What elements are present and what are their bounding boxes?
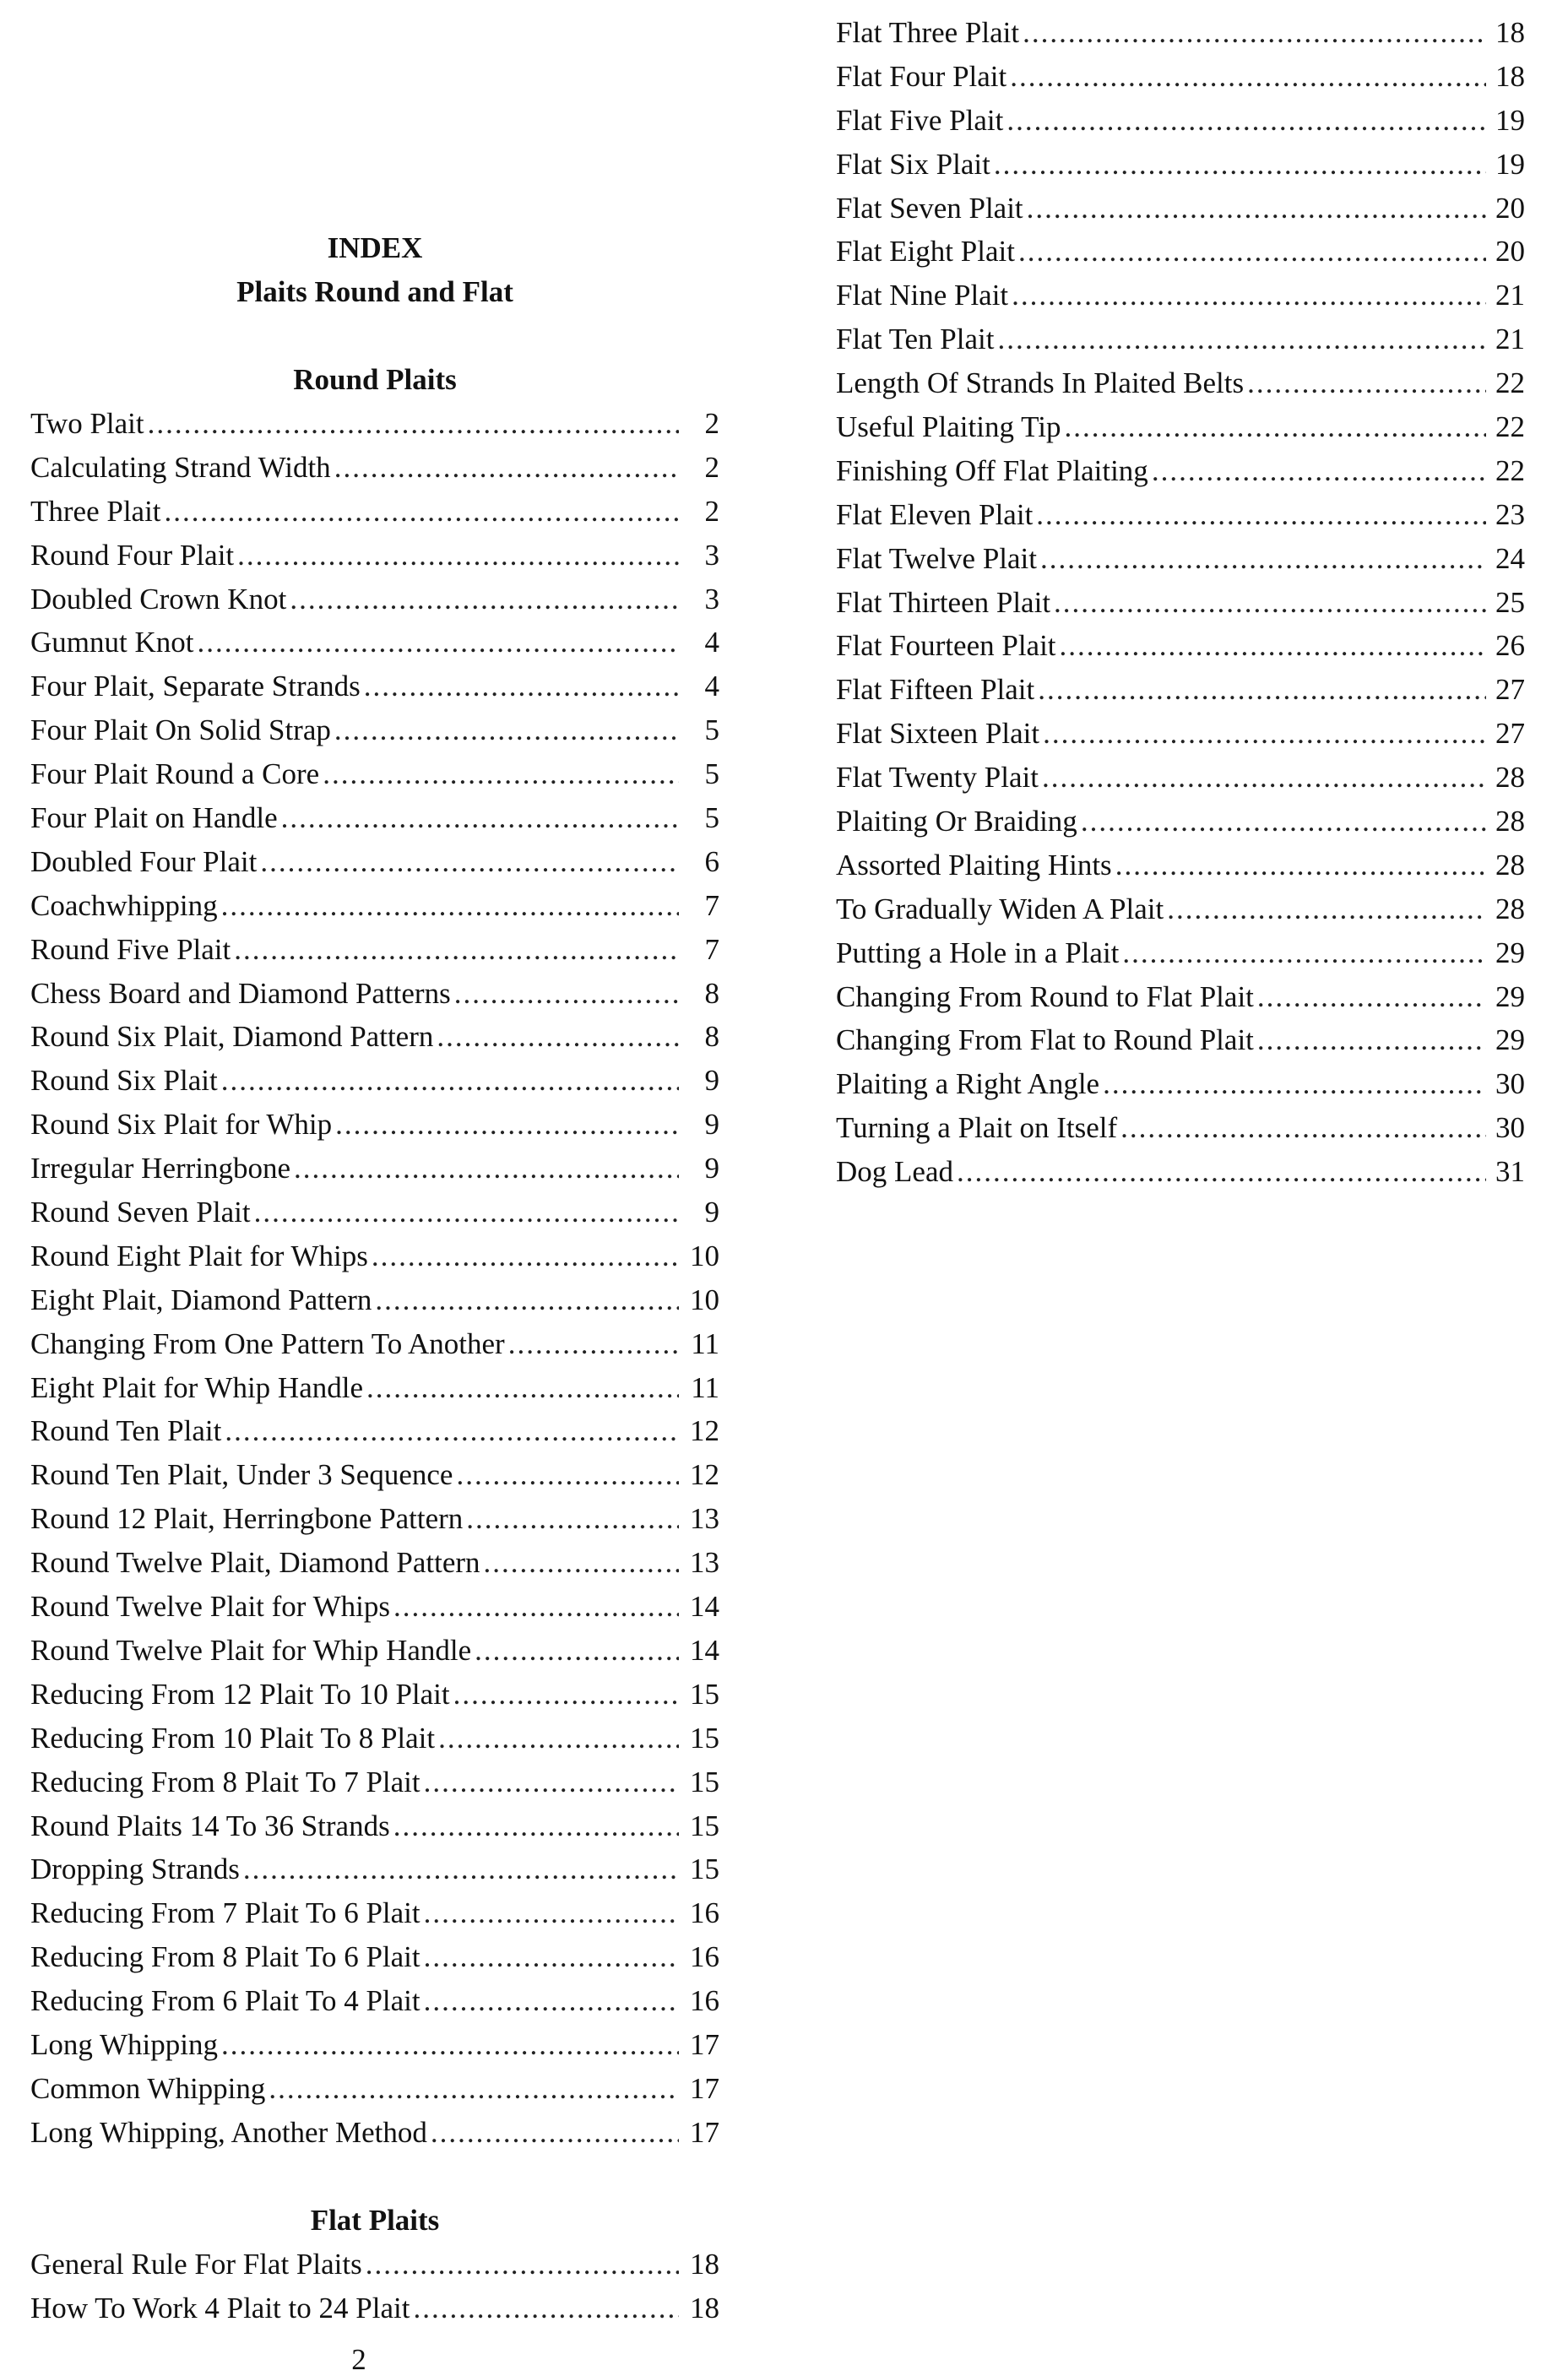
dot-leader bbox=[366, 2243, 679, 2286]
dot-leader bbox=[1115, 844, 1486, 887]
entry-page-number: 4 bbox=[704, 626, 719, 659]
index-entry bbox=[30, 1760, 719, 1804]
index-entry bbox=[836, 1062, 1525, 1106]
entry-title: Dropping Strands bbox=[30, 1853, 240, 1886]
entry-title: Common Whipping bbox=[30, 2071, 266, 2105]
flat-plaits-continued-list bbox=[836, 11, 1525, 1194]
entry-title: Calculating Strand Width bbox=[30, 450, 331, 484]
index-entry bbox=[30, 1059, 719, 1103]
index-title: INDEX bbox=[327, 231, 423, 264]
entry-page-number: 29 bbox=[1495, 979, 1525, 1013]
entry-title: Four Plait, Separate Strands bbox=[30, 670, 361, 703]
entry-page-number: 3 bbox=[704, 582, 719, 616]
index-entry bbox=[30, 1804, 719, 1848]
index-entry bbox=[836, 887, 1525, 931]
dot-leader bbox=[269, 2067, 679, 2111]
entry-title: Long Whipping bbox=[30, 2027, 218, 2061]
entry-title: Irregular Herringbone bbox=[30, 1152, 291, 1185]
entry-page-number: 2 bbox=[704, 407, 719, 440]
entry-page-number: 27 bbox=[1495, 673, 1525, 707]
entry-title: Flat Fourteen Plait bbox=[836, 629, 1056, 663]
entry-page-number: 5 bbox=[704, 801, 719, 835]
entry-page-number: 18 bbox=[1495, 16, 1525, 49]
index-entry bbox=[30, 1322, 719, 1366]
dot-leader bbox=[254, 1191, 679, 1234]
index-entry bbox=[30, 796, 719, 840]
entry-page-number: 2 bbox=[704, 450, 719, 484]
entry-title: Flat Six Plait bbox=[836, 147, 990, 181]
dot-leader bbox=[148, 402, 679, 446]
entry-page-number: 4 bbox=[704, 670, 719, 703]
entry-title: Round 12 Plait, Herringbone Pattern bbox=[30, 1502, 464, 1536]
entry-title: Putting a Hole in a Plait bbox=[836, 936, 1120, 969]
index-entry bbox=[30, 1147, 719, 1191]
dot-leader bbox=[221, 1059, 679, 1103]
entry-page-number: 21 bbox=[1495, 279, 1525, 312]
entry-page-number: 17 bbox=[690, 2115, 719, 2149]
entry-page-number: 11 bbox=[691, 1370, 719, 1404]
index-entry bbox=[836, 844, 1525, 887]
entry-title: Long Whipping, Another Method bbox=[30, 2115, 427, 2149]
index-entry bbox=[836, 187, 1525, 231]
entry-page-number: 12 bbox=[690, 1458, 719, 1492]
dot-leader bbox=[234, 928, 679, 972]
entry-page-number: 22 bbox=[1495, 453, 1525, 487]
entry-page-number: 17 bbox=[690, 2027, 719, 2061]
entry-title: Flat Fifteen Plait bbox=[836, 673, 1035, 707]
dot-leader bbox=[484, 1541, 679, 1585]
entry-title: Round Four Plait bbox=[30, 538, 235, 572]
index-entry bbox=[30, 1497, 719, 1541]
entry-page-number: 5 bbox=[704, 713, 719, 747]
index-entry bbox=[30, 490, 719, 534]
index-entry bbox=[836, 1150, 1525, 1194]
entry-title: Flat Three Plait bbox=[836, 16, 1020, 49]
entry-title: Eight Plait for Whip Handle bbox=[30, 1370, 364, 1404]
entry-page-number: 18 bbox=[690, 2247, 719, 2281]
entry-page-number: 13 bbox=[690, 1546, 719, 1580]
index-entry bbox=[836, 99, 1525, 143]
dot-leader bbox=[413, 2286, 679, 2330]
entry-title: Reducing From 12 Plait To 10 Plait bbox=[30, 1677, 450, 1711]
dot-leader bbox=[957, 1150, 1486, 1194]
entry-page-number: 9 bbox=[704, 1152, 719, 1185]
index-entry bbox=[836, 361, 1525, 405]
entry-page-number: 2 bbox=[704, 494, 719, 528]
index-entry bbox=[836, 493, 1525, 537]
index-entry bbox=[30, 1278, 719, 1322]
index-entry bbox=[836, 931, 1525, 975]
entry-page-number: 28 bbox=[1495, 761, 1525, 795]
entry-page-number: 20 bbox=[1495, 235, 1525, 269]
index-entry bbox=[30, 884, 719, 928]
entry-page-number: 14 bbox=[690, 1633, 719, 1667]
entry-page-number: 9 bbox=[704, 1064, 719, 1098]
entry-page-number: 15 bbox=[690, 1853, 719, 1886]
entry-page-number: 3 bbox=[704, 538, 719, 572]
entry-page-number: 31 bbox=[1495, 1155, 1525, 1189]
index-entry bbox=[836, 1018, 1525, 1062]
entry-page-number: 26 bbox=[1495, 629, 1525, 663]
entry-title: Useful Plaiting Tip bbox=[836, 410, 1061, 444]
entry-title: Flat Nine Plait bbox=[836, 279, 1009, 312]
dot-leader bbox=[1060, 624, 1486, 668]
entry-page-number: 15 bbox=[690, 1809, 719, 1842]
entry-title: Plaiting a Right Angle bbox=[836, 1067, 1100, 1101]
entry-title: Round Twelve Plait for Whip Handle bbox=[30, 1633, 472, 1667]
entry-page-number: 28 bbox=[1495, 892, 1525, 925]
section-gap bbox=[30, 314, 719, 358]
entry-page-number: 22 bbox=[1495, 410, 1525, 444]
entry-title: Flat Eight Plait bbox=[836, 235, 1015, 269]
entry-title: Round Ten Plait bbox=[30, 1414, 222, 1448]
entry-page-number: 7 bbox=[704, 888, 719, 922]
entry-title: Coachwhipping bbox=[30, 888, 218, 922]
index-entry bbox=[30, 1191, 719, 1234]
flat-plaits-list bbox=[30, 2243, 719, 2330]
entry-page-number: 10 bbox=[690, 1239, 719, 1272]
entry-title: Round Eight Plait for Whips bbox=[30, 1239, 368, 1272]
entry-title: Finishing Off Flat Plaiting bbox=[836, 453, 1148, 487]
entry-title: Chess Board and Diamond Patterns bbox=[30, 976, 451, 1010]
entry-page-number: 18 bbox=[1495, 59, 1525, 93]
dot-leader bbox=[334, 446, 679, 490]
entry-title: Round Six Plait for Whip bbox=[30, 1108, 333, 1142]
entry-title: Flat Twelve Plait bbox=[836, 541, 1037, 575]
entry-title: Flat Ten Plait bbox=[836, 323, 995, 356]
entry-page-number: 29 bbox=[1495, 1023, 1525, 1057]
index-entry bbox=[836, 756, 1525, 800]
dot-leader bbox=[454, 972, 679, 1016]
entry-page-number: 15 bbox=[690, 1677, 719, 1711]
entry-page-number: 10 bbox=[690, 1283, 719, 1316]
entry-title: Flat Five Plait bbox=[836, 103, 1004, 137]
dot-leader bbox=[197, 621, 679, 665]
dot-leader bbox=[375, 1278, 679, 1322]
entry-title: Changing From Flat to Round Plait bbox=[836, 1023, 1254, 1057]
entry-title: General Rule For Flat Plaits bbox=[30, 2247, 362, 2281]
dot-leader bbox=[424, 1935, 679, 1979]
page-number: 2 bbox=[351, 2343, 366, 2376]
entry-title: Assorted Plaiting Hints bbox=[836, 848, 1112, 882]
left-column bbox=[30, 226, 719, 2330]
entry-page-number: 11 bbox=[691, 1326, 719, 1360]
dot-leader bbox=[1081, 800, 1486, 844]
entry-title: Changing From One Pattern To Another bbox=[30, 1326, 505, 1360]
dot-leader bbox=[323, 752, 679, 796]
dot-leader bbox=[437, 1015, 679, 1059]
right-column bbox=[836, 11, 1525, 1194]
entry-title: Reducing From 6 Plait To 4 Plait bbox=[30, 1984, 420, 2018]
entry-page-number: 20 bbox=[1495, 191, 1525, 225]
dot-leader bbox=[1122, 931, 1486, 975]
entry-page-number: 12 bbox=[690, 1414, 719, 1448]
index-entry bbox=[30, 578, 719, 621]
dot-leader bbox=[221, 2023, 679, 2067]
index-entry bbox=[30, 1366, 719, 1410]
dot-leader bbox=[424, 1760, 679, 1804]
dot-leader bbox=[1152, 449, 1486, 493]
entry-title: Four Plait Round a Core bbox=[30, 757, 320, 791]
index-entry bbox=[836, 712, 1525, 756]
entry-title: Reducing From 8 Plait To 6 Plait bbox=[30, 1940, 420, 1974]
entry-title: Flat Twenty Plait bbox=[836, 761, 1039, 795]
index-entry bbox=[30, 2111, 719, 2155]
entry-page-number: 23 bbox=[1495, 497, 1525, 531]
flat-plaits-heading: Flat Plaits bbox=[310, 2203, 440, 2237]
dot-leader bbox=[243, 1847, 679, 1891]
dot-leader bbox=[1054, 581, 1486, 625]
entry-page-number: 21 bbox=[1495, 323, 1525, 356]
entry-title: Gumnut Knot bbox=[30, 626, 194, 659]
dot-leader bbox=[456, 1453, 679, 1497]
index-entry bbox=[30, 1673, 719, 1717]
index-entry bbox=[30, 1891, 719, 1935]
index-entry bbox=[30, 708, 719, 752]
dot-leader bbox=[393, 1804, 679, 1848]
entry-title: Round Five Plait bbox=[30, 932, 231, 966]
index-entry bbox=[30, 840, 719, 884]
dot-leader bbox=[1018, 230, 1486, 274]
index-entry bbox=[836, 11, 1525, 55]
index-entry bbox=[30, 1935, 719, 1979]
index-entry bbox=[30, 1585, 719, 1629]
entry-title: Flat Thirteen Plait bbox=[836, 585, 1051, 619]
entry-title: Three Plait bbox=[30, 494, 161, 528]
entry-page-number: 9 bbox=[704, 1196, 719, 1229]
entry-page-number: 30 bbox=[1495, 1111, 1525, 1145]
entry-page-number: 29 bbox=[1495, 936, 1525, 969]
entry-title: Reducing From 7 Plait To 6 Plait bbox=[30, 1896, 420, 1930]
index-entry bbox=[30, 2286, 719, 2330]
entry-title: Round Six Plait, Diamond Pattern bbox=[30, 1020, 434, 1054]
entry-page-number: 24 bbox=[1495, 541, 1525, 575]
dot-leader bbox=[281, 796, 679, 840]
entry-title: Doubled Crown Knot bbox=[30, 582, 287, 616]
index-entry bbox=[836, 317, 1525, 361]
dot-leader bbox=[508, 1322, 679, 1366]
index-entry bbox=[836, 143, 1525, 187]
entry-title: To Gradually Widen A Plait bbox=[836, 892, 1164, 925]
dot-leader bbox=[1040, 537, 1486, 581]
entry-page-number: 13 bbox=[690, 1502, 719, 1536]
dot-leader bbox=[366, 1366, 679, 1410]
index-entry bbox=[30, 1409, 719, 1453]
entry-title: Eight Plait, Diamond Pattern bbox=[30, 1283, 372, 1316]
entry-page-number: 14 bbox=[690, 1590, 719, 1624]
index-entry bbox=[30, 621, 719, 665]
dot-leader bbox=[237, 534, 679, 578]
dot-leader bbox=[1042, 756, 1486, 800]
index-entry bbox=[30, 2023, 719, 2067]
index-entry bbox=[836, 1106, 1525, 1150]
entry-page-number: 18 bbox=[690, 2291, 719, 2324]
entry-page-number: 15 bbox=[690, 1721, 719, 1755]
dot-leader bbox=[1064, 405, 1486, 449]
entry-page-number: 19 bbox=[1495, 147, 1525, 181]
dot-leader bbox=[393, 1585, 679, 1629]
index-entry bbox=[30, 1015, 719, 1059]
entry-page-number: 22 bbox=[1495, 366, 1525, 400]
index-entry bbox=[836, 581, 1525, 625]
dot-leader bbox=[475, 1629, 679, 1673]
entry-page-number: 28 bbox=[1495, 805, 1525, 838]
entry-page-number: 19 bbox=[1495, 103, 1525, 137]
index-entry bbox=[30, 446, 719, 490]
dot-leader bbox=[165, 490, 679, 534]
index-entry bbox=[836, 624, 1525, 668]
index-entry bbox=[836, 230, 1525, 274]
entry-page-number: 8 bbox=[704, 976, 719, 1010]
dot-leader bbox=[1103, 1062, 1486, 1106]
dot-leader bbox=[1167, 887, 1486, 931]
dot-leader bbox=[466, 1497, 679, 1541]
index-entry bbox=[836, 537, 1525, 581]
dot-leader bbox=[1012, 274, 1486, 317]
entry-title: Four Plait On Solid Strap bbox=[30, 713, 331, 747]
dot-leader bbox=[424, 1891, 679, 1935]
index-entry bbox=[30, 1629, 719, 1673]
entry-title: Reducing From 10 Plait To 8 Plait bbox=[30, 1721, 436, 1755]
dot-leader bbox=[453, 1673, 679, 1717]
dot-leader bbox=[1043, 712, 1486, 756]
index-entry bbox=[30, 752, 719, 796]
entry-title: Four Plait on Handle bbox=[30, 801, 278, 835]
entry-page-number: 9 bbox=[704, 1108, 719, 1142]
index-entry bbox=[30, 928, 719, 972]
entry-page-number: 5 bbox=[704, 757, 719, 791]
index-entry bbox=[836, 668, 1525, 712]
dot-leader bbox=[260, 840, 679, 884]
dot-leader bbox=[1038, 668, 1486, 712]
entry-page-number: 30 bbox=[1495, 1067, 1525, 1101]
entry-page-number: 28 bbox=[1495, 848, 1525, 882]
entry-page-number: 16 bbox=[690, 1896, 719, 1930]
dot-leader bbox=[335, 1103, 679, 1147]
dot-leader bbox=[290, 578, 679, 621]
entry-title: Plaiting Or Braiding bbox=[836, 805, 1077, 838]
entry-title: Turning a Plait on Itself bbox=[836, 1111, 1118, 1145]
entry-title: Round Six Plait bbox=[30, 1064, 218, 1098]
index-entry bbox=[30, 1103, 719, 1147]
dot-leader bbox=[1120, 1106, 1486, 1150]
dot-leader bbox=[1010, 55, 1486, 99]
dot-leader bbox=[221, 884, 679, 928]
entry-title: Round Twelve Plait, Diamond Pattern bbox=[30, 1546, 480, 1580]
entry-title: Two Plait bbox=[30, 407, 144, 440]
entry-page-number: 6 bbox=[704, 844, 719, 878]
index-entry bbox=[30, 1847, 719, 1891]
dot-leader bbox=[372, 1234, 679, 1278]
entry-page-number: 16 bbox=[690, 1940, 719, 1974]
dot-leader bbox=[1027, 187, 1486, 231]
entry-title: Reducing From 8 Plait To 7 Plait bbox=[30, 1765, 420, 1798]
index-entry bbox=[30, 2067, 719, 2111]
index-entry bbox=[30, 402, 719, 446]
index-entry bbox=[30, 2243, 719, 2286]
dot-leader bbox=[364, 665, 679, 708]
entry-page-number: 8 bbox=[704, 1020, 719, 1054]
index-entry bbox=[836, 55, 1525, 99]
entry-page-number: 7 bbox=[704, 932, 719, 966]
entry-page-number: 17 bbox=[690, 2071, 719, 2105]
index-entry bbox=[836, 800, 1525, 844]
entry-title: Length Of Strands In Plaited Belts bbox=[836, 366, 1245, 400]
dot-leader bbox=[1023, 11, 1486, 55]
entry-title: Flat Sixteen Plait bbox=[836, 717, 1040, 751]
dot-leader bbox=[225, 1409, 679, 1453]
entry-title: Round Ten Plait, Under 3 Sequence bbox=[30, 1458, 453, 1492]
dot-leader bbox=[294, 1147, 679, 1191]
section-gap bbox=[30, 2155, 719, 2199]
dot-leader bbox=[424, 1979, 679, 2023]
entry-title: Dog Lead bbox=[836, 1155, 953, 1189]
entry-title: Round Seven Plait bbox=[30, 1196, 251, 1229]
entry-page-number: 15 bbox=[690, 1765, 719, 1798]
index-entry bbox=[836, 274, 1525, 317]
entry-title: Flat Eleven Plait bbox=[836, 497, 1034, 531]
entry-title: Flat Seven Plait bbox=[836, 191, 1023, 225]
entry-page-number: 16 bbox=[690, 1984, 719, 2018]
round-plaits-list bbox=[30, 402, 719, 2155]
dot-leader bbox=[1006, 99, 1486, 143]
index-entry bbox=[30, 1541, 719, 1585]
entry-title: Doubled Four Plait bbox=[30, 844, 258, 878]
entry-title: How To Work 4 Plait to 24 Plait bbox=[30, 2291, 410, 2324]
index-entry bbox=[836, 975, 1525, 1019]
index-entry bbox=[30, 1234, 719, 1278]
dot-leader bbox=[1036, 493, 1486, 537]
index-entry bbox=[30, 972, 719, 1016]
index-entry bbox=[836, 405, 1525, 449]
index-entry bbox=[30, 1453, 719, 1497]
entry-title: Flat Four Plait bbox=[836, 59, 1007, 93]
index-entry bbox=[30, 534, 719, 578]
dot-leader bbox=[1247, 361, 1486, 405]
entry-title: Changing From Round to Flat Plait bbox=[836, 979, 1254, 1013]
entry-page-number: 25 bbox=[1495, 585, 1525, 619]
index-subtitle: Plaits Round and Flat bbox=[236, 275, 513, 308]
index-entry bbox=[30, 1717, 719, 1760]
entry-title: Round Twelve Plait for Whips bbox=[30, 1590, 390, 1624]
index-entry bbox=[30, 665, 719, 708]
entry-page-number: 27 bbox=[1495, 717, 1525, 751]
dot-leader bbox=[1257, 975, 1486, 1019]
dot-leader bbox=[994, 143, 1486, 187]
index-entry bbox=[836, 449, 1525, 493]
dot-leader bbox=[1257, 1018, 1486, 1062]
index-entry bbox=[30, 1979, 719, 2023]
dot-leader bbox=[997, 317, 1486, 361]
dot-leader bbox=[438, 1717, 679, 1760]
dot-leader bbox=[334, 708, 679, 752]
dot-leader bbox=[431, 2111, 679, 2155]
round-plaits-heading: Round Plaits bbox=[293, 363, 457, 396]
entry-title: Round Plaits 14 To 36 Strands bbox=[30, 1809, 390, 1842]
